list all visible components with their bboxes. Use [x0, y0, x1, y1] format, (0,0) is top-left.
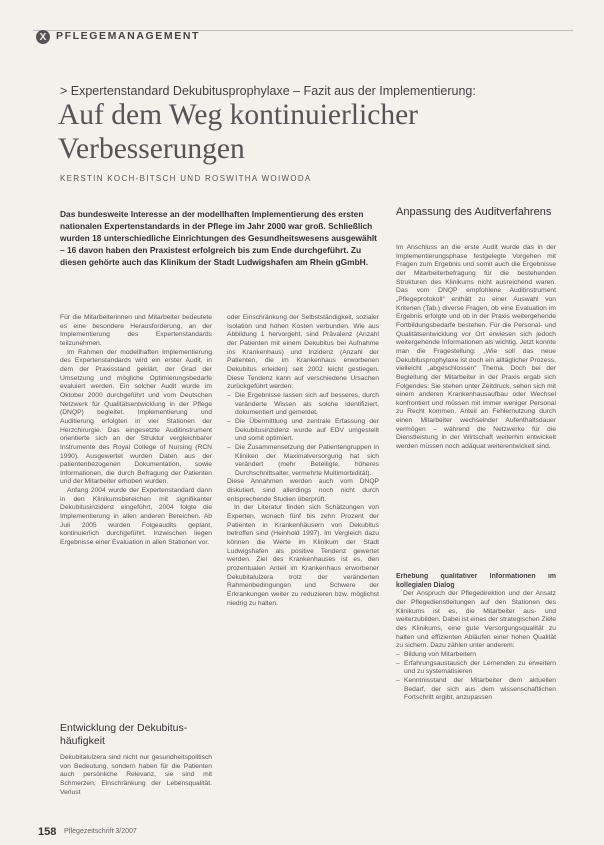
subhead-dekubitus: Entwicklung der Dekubitushäufigkeit: [60, 722, 188, 747]
paragraph: Dekubitalulzera sind nicht nur gesundheitspolitisch von Bedeutung, sondern haben für die Patienten auch persönliche Relevanz, sie sind mit Schmerzen, Einschränkung der Lebensqualität. Verlust: [60, 754, 212, 796]
paragraph: Für die Mitarbeiterinnen und Mitarbeiter bedeutete es eine besondere Herausforderung, an der Implementierung des Expertenstandards teilzunehmen.: [60, 314, 212, 347]
list-item: – Kenntnisstand der Mitarbeiter dem aktuellen Bedarf, der sich aus dem wissenschaftlichen Fortschritt ergibt, anzupassen: [404, 677, 556, 703]
section-x-icon: X: [36, 30, 50, 44]
title-line-1: Auf dem Weg kontinuierlicher: [58, 99, 418, 131]
article-kicker: > Expertenstandard Dekubitusprophylaxe – Fazit aus der Implementierung:: [60, 84, 476, 98]
list-item: – Die Übermittlung und zentrale Erfassung der Dekubitusinzidenz wurde auf EDV umgestellt und somit optimiert.: [235, 418, 379, 444]
article-lead: Das bundesweite Interesse an der modellhaften Implementierung des ersten nationalen Expertenstandards in der Pflege im Jahr 2000 war groß. Schließlich wurden 18 unterschiedliche Einrichtungen des Gesundheitswesens ausgewählt – 16 davon haben den Praxistest erfolgreich bis zum Ende durchgeführt. Zu diesen gehörte auch das Klinikum der Stadt Ludwigshafen am Rhein gGmbH.: [60, 209, 377, 267]
column-1: [60, 314, 212, 724]
list-item: – Die Zusammensetzung der Patientengruppen in Kliniken der Maximalversorgung hat sich verändert (mehr Beteiligte, höheres Durchschnittsalter, vermehrte Multimorbidität).: [235, 444, 379, 479]
page-number: 158: [38, 826, 57, 838]
subhead-audit: Anpassung des Auditverfahrens: [396, 206, 552, 218]
title-line-2: Verbesserungen: [58, 133, 245, 165]
paragraph: In der Literatur finden sich Schätzungen von Experten, wonach fünf bis zehn Prozent der Patienten in Krankenhäusern von Dekubitus betroffen sind (Heinhold 1997). Im Vergleich dazu können die Werte im Klinikum der Stadt Ludwigshafen als positive Tendenz gewertet werden. Ziel des Krankenhauses ist es, den prozentualen Anteil im Krankenhaus erworbener Dekubitalulzera trotz der veränderten Rahmenbedingungen und Schwere der Erkrankungen weiter zu reduzieren bzw. möglichst niedrig zu halten.: [227, 504, 379, 607]
column-2: [227, 314, 379, 814]
section-title: PFLEGEMANAGEMENT: [56, 30, 201, 42]
column-3-continued: [396, 573, 556, 733]
article-authors: KERSTIN KOCH-BITSCH UND ROSWITHA WOIWODA: [60, 174, 312, 183]
list-item: – Erfahrungsaustausch der Lernenden zu erweitern und zu systematisieren: [404, 660, 556, 677]
column-1-continued: [60, 754, 212, 814]
journal-source: Pflegezeitschrift 3/2007: [64, 828, 137, 835]
article-title: [58, 98, 418, 166]
bullet-list: [396, 651, 556, 703]
column-3: [396, 244, 556, 569]
paragraph: Der Anspruch der Pflegedirektion und der Ansatz der Pflegedienstleitungen auf den Stationen des Klinikums ist es, die Mitarbeiter aus- und weiterzubilden. Dabei ist eines der strategischen Ziele des Klinikums, eine gute Versorgungsqualität zu halten und effizienten Abläufen einer hohen Qualität zu sichern. Dazu zählen unter anderem:: [396, 590, 556, 650]
list-item: – Bildung von Mitarbeitern: [404, 651, 556, 660]
paragraph: Im Rahmen der modellhaften Implementierung des Expertenstandards wird ein erster Audit, in dem der Praxisstand geklärt, der Grad der Umsetzung und mögliche Optimierungsbedarfe evaluiert werden. Ein solcher Audit wurde im Oktober 2000 durchgeführt und vom Deutschen Netzwerk für Qualitätsentwicklung in der Pflege (DNQP) begleitet. Implementierung und Auditierung erfolgten in vier Stationen der Herzchirurgie. Das eingesetzte Auditinstrument orientierte sich an der Struktur vergleichbarer Instrumente des Royal College of Nursing (RCN 1990). Ausgewertet wurden Daten aus der patientenbezogenen Dokumentation, sowie Informationen, die durch Befragung der Patienten und der Mitarbeiter erhoben wurden.: [60, 348, 212, 486]
paragraph: Im Anschluss an die erste Audit wurde das in der Implementierungsphase festgelegte Vorgehen mit Fragen zum Ergebnis und somit auch die Ergebnisse der Mitarbeiterbefragung für die bestehenden Strukturen des Klinikums nicht ausreichend waren. Das vom DNQP empfohlene Auditinstrument „Pflegeprotokoll“ enthält zu einer Auswahl von Kriterien (Tab.) diverse Fragen, ob eine Evaluation im Ergebnis erfolgte und ob in der Praxis weitergehende Fortbildungsbedarfe bestehen. Für die Personal- und Qualitätsentwicklung vor Ort erwiesen sich jedoch weitergehende Informationen als wichtig. Jetzt konnte man die Fragestellung: „Wie soll das neue Dekubitusprophylaxe ist doch ein alltäglicher Prozess, vielleicht „abgeschlossen“ Thema. Doch bei der Begleitung der Mitarbeiter in der Praxis ergab sich Folgendes: Sie stehen unter Zeitdruck, sehen sich mit einem anderen Krankenhausaufbau oder Wechsel konfrontiert und müssen mit immer weniger Personal zu Recht kommen. Anteil an Fehlernutzung durch einen Mitarbeiter wechselnder Aufenthaltsdauer vermögen – während die Netzwerke für die Dienstleistung in der Wirtschaft weiterhin entwickelt werden müssen noch adäquat weiterentwickelt sind.: [396, 244, 556, 451]
bullet-list: [227, 392, 379, 479]
inline-subhead: Erhebung qualitativer Informationen im kollegialen Dialog: [396, 573, 556, 589]
paragraph: Anfang 2004 wurde der Expertenstandard dann in den Klinikumsbereichen mit signifikanter Dekubitusinzidenz eingeführt, 2004 folgte die Implementierung in allen anderen Bereichen. Ab Juli 2005 wurden Folgeaudits geplant, kontinuierlich durchgeführt. Inzwischen liegen Ergebnisse einer Evaluation in allen Stationen vor.: [60, 487, 212, 547]
list-item: – Die Ergebnisse lassen sich auf besseres, durch veränderte Wissen als solche identifiziert, dokumentiert und gemeldet.: [235, 392, 379, 418]
paragraph: Diese Annahmen werden auch vom DNQP diskutiert, sind allerdings noch nicht durch entsprechende Studien überprüft.: [227, 478, 379, 503]
paragraph: oder Einschränkung der Selbstständigkeit, sozialer Isolation und hohen Kosten verbunden. Wie aus Abbildung 1 hervorgeht, sind Prävalenz (Anzahl der Patienten mit einem Dekubitus bei Aufnahme ins Krankenhaus) und Inzidenz (Anzahl der Patienten, die im Krankenhaus erworbenen Dekubitus erleiden) seit 2002 leicht gestiegen. Diese Tendenz kann auf verschiedene Ursachen zurückgeführt werden:: [227, 314, 379, 391]
